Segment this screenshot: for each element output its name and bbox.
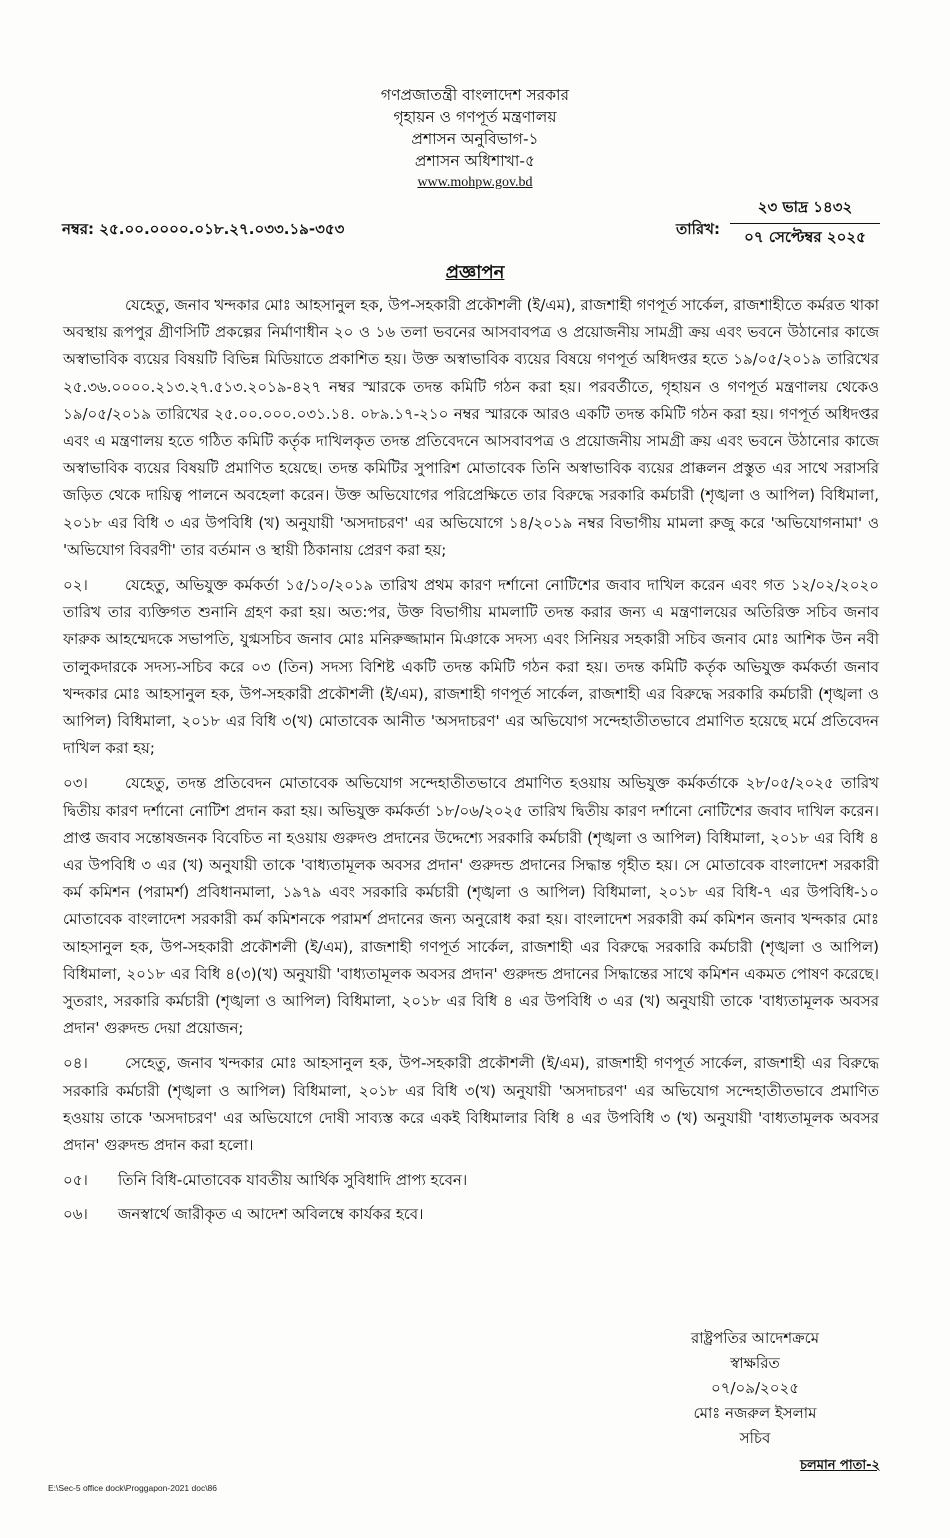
paragraph-number: ০২।: [63, 576, 88, 595]
letterhead: [0, 84, 950, 194]
date-divider: [730, 223, 880, 224]
division-name: প্রশাসন অনুবিভাগ-১: [411, 130, 539, 148]
date-english: ০৭ সেপ্টেম্বর ২০২৫: [744, 228, 866, 246]
paragraph-text: যেহেতু, অভিযুক্ত কর্মকর্তা ১৫/১০/২০১৯ তারিখ প্রথম কারণ দর্শানো নোটিশের জবাব দাখিল করেন এবং গত ১২/০২/২০২০ তারিখ তার ব্যক্তিগত শুনানি গ্রহণ করা হয়। অত:পর, উক্ত বিভাগীয় মামলাটি তদন্ত করার জন্য এ মন্ত্রণালয়ের অতিরিক্ত সচিব জনাব ফারুক আহম্মেদকে সভাপতি, যুগ্মসচিব জনাব মোঃ মনিরুজ্জামান মিঞাকে সদস্য এবং সিনিয়র সহকারী সচিব জনাব মোঃ আশিক উন নবী তালুকদারকে সদস্য-সচিব করে ০৩ (তিন) সদস্য বিশিষ্ট একটি তদন্ত কমিটি গঠন করা হয়। তদন্ত কমিটি কর্তৃক অভিযুক্ত কর্মকর্তা জনাব খন্দকার মোঃ আহসানুল হক, উপ-সহকারী প্রকৌশলী (ই/এম), রাজশাহী গণপূর্ত সার্কেল, রাজশাহী এর বিরুদ্ধে সরকারি কর্মচারী (শৃঙ্খলা ও আপিল) বিধিমালা, ২০১৮ এর বিধি ৩(খ) মোতাবেক আনীত 'অসদাচরণ' এর অভিযোগ সন্দেহাতীতভাবে প্রমাণিত হয়েছে মর্মে প্রতিবেদন দাখিল করা হয়;: [63, 576, 879, 758]
signature-date: ০৭/০৯/২০২৫: [710, 1379, 800, 1397]
order-line: রাষ্ট্রপতির আদেশক্রমে: [690, 1329, 820, 1347]
paragraph-5: [63, 1167, 879, 1194]
paragraph-1: [63, 292, 879, 564]
paragraph-number: ০৩।: [63, 774, 88, 793]
file-path-footer: E:\Sec-5 office dock\Proggapon-2021 doc\86: [48, 1483, 218, 1493]
paragraph-number: ০৫।: [63, 1171, 88, 1190]
signed-label: স্বাক্ষরিত: [730, 1354, 780, 1372]
paragraph-text: জনস্বার্থে জারীকৃত এ আদেশ অবিলম্বে কার্যকর হবে।: [118, 1204, 424, 1223]
paragraph-2: [63, 572, 879, 762]
paragraph-text: তিনি বিধি-মোতাবেক যাবতীয় আর্থিক সুবিধাদি প্রাপ্য হবেন।: [118, 1171, 468, 1190]
paragraph-4: [63, 1050, 879, 1159]
section-name: প্রশাসন অধিশাখা-৫: [414, 152, 536, 170]
paragraph-text: যেহেতু, জনাব খন্দকার মোঃ আহসানুল হক, উপ-সহকারী প্রকৌশলী (ই/এম), রাজশাহী গণপূর্ত সার্কেল, রাজশাহীতে কর্মরত থাকা অবস্থায় রূপপুর গ্রীণসিটি প্রকল্পের নির্মাণাধীন ২০ ও ১৬ তলা ভবনের আসবাবপত্র ও প্রয়োজনীয় সামগ্রী ক্রয় এবং ভবনে উঠানোর কাজে অস্বাভাবিক ব্যয়ের বিষয়টি বিভিন্ন মিডিয়াতে প্রকাশিত হয়। উক্ত অস্বাভাবিক ব্যয়ের বিষয়ে গণপূর্ত অধিদপ্তর হতে ১৯/০৫/২০১৯ তারিখের ২৫.৩৬.০০০০.২১৩.২৭.৫১৩.২০১৯-৪২৭ নম্বর স্মারকে তদন্ত কমিটি গঠন করা হয়। পরবর্তীতে, গৃহায়ন ও গণপূর্ত মন্ত্রণালয় থেকেও ১৯/০৫/২০১৯ তারিখের ২৫.০০.০০০.০৩১.১৪. ০৮৯.১৭-২১০ নম্বর স্মারকে আরও একটি তদন্ত কমিটি গঠন করা হয়। গণপূর্ত অধিদপ্তর এবং এ মন্ত্রণালয় হতে গঠিত কমিটি কর্তৃক দাখিলকৃত তদন্ত প্রতিবেদনে আসবাবপত্র ও প্রয়োজনীয় সামগ্রী ক্রয় এবং ভবনে উঠানোর কাজে অস্বাভাবিক ব্যয়ের বিষয়টি প্রমাণিত হয়েছে। তদন্ত কমিটির সুপারিশ মোতাবেক তিনি অস্বাভাবিক ব্যয়ের প্রাক্কলন প্রস্তুত এর সাথে সরাসরি জড়িত থেকে দায়িত্ব পালনে অবহেলা করেন। উক্ত অভিযোগের পরিপ্রেক্ষিতে তার বিরুদ্ধে সরকারি কর্মচারী (শৃঙ্খলা ও আপিল) বিধিমালা, ২০১৮ এর বিধি ৩ এর উপবিধি (খ) অনুযায়ী 'অসদাচরণ' এর অভিযোগে ১৪/২০১৯ নম্বর বিভাগীয় মামলা রুজু করে 'অভিযোগনামা' ও 'অভিযোগ বিবরণী' তার বর্তমান ও স্থায়ী ঠিকানায় প্রেরণ করা হয়;: [63, 296, 879, 559]
paragraph-6: [63, 1201, 879, 1228]
ministry-name: গৃহায়ন ও গণপূর্ত মন্ত্রণালয়: [393, 108, 557, 126]
signatory-designation: সচিব: [739, 1429, 771, 1447]
date-label: তারিখ:: [676, 220, 720, 238]
date-block: [730, 196, 880, 251]
document-title: প্রজ্ঞাপন: [445, 262, 505, 283]
paragraph-text: যেহেতু, তদন্ত প্রতিবেদন মোতাবেক অভিযোগ সন্দেহাতীতভাবে প্রমাণিত হওয়ায় অভিযুক্ত কর্মকর্তাকে ২৮/০৫/২০২৫ তারিখ দ্বিতীয় কারণ দর্শানো নোটিশ প্রদান করা হয়। অভিযুক্ত কর্মকর্তা ১৮/০৬/২০২৫ তারিখ দ্বিতীয় কারণ দর্শানো নোটিশের জবাব দাখিল করেন। প্রাপ্ত জবাব সন্তোষজনক বিবেচিত না হওয়ায় গুরুদণ্ড প্রদানের উদ্দেশ্যে সরকারি কর্মচারী (শৃঙ্খলা ও আপিল) বিধিমালা, ২০১৮ এর বিধি ৪ এর উপবিধি ৩ এর (খ) অনুযায়ী তাকে 'বাধ্যতামূলক অবসর প্রদান' গুরুদন্ড প্রদানের সিদ্ধান্ত গৃহীত হয়। সে মোতাবেক বাংলাদেশ সরকারী কর্ম কমিশন (পরামর্শ) প্রবিধানমালা, ১৯৭৯ এবং সরকারি কর্মচারী (শৃঙ্খলা ও আপিল) বিধিমালা, ২০১৮ এর বিধি-৭ এর উপবিধি-১০ মোতাবেক বাংলাদেশ সরকারী কর্ম কমিশনকে পরামর্শ প্রদানের জন্য অনুরোধ করা হয়। বাংলাদেশ সরকারী কর্ম কমিশন জনাব খন্দকার মোঃ আহসানুল হক, উপ-সহকারী প্রকৌশলী (ই/এম), রাজশাহী গণপূর্ত সার্কেল, রাজশাহী এর বিরুদ্ধে সরকারি কর্মচারী (শৃঙ্খলা ও আপিল) বিধিমালা, ২০১৮ এর বিধি ৪(৩)(খ) অনুযায়ী 'বাধ্যতামূলক অবসর প্রদান' গুরুদন্ড প্রদানের সিদ্ধান্তের সাথে কমিশন একমত পোষণ করেছে। সুতরাং, সরকারি কর্মচারী (শৃঙ্খলা ও আপিল) বিধিমালা, ২০১৮ এর বিধি ৪ এর উপবিধি ৩ এর (খ) অনুযায়ী তাকে 'বাধ্যতামূলক অবসর প্রদান' গুরুদন্ড দেয়া প্রয়োজন;: [63, 774, 880, 1038]
paragraph-text: সেহেতু, জনাব খন্দকার মোঃ আহসানুল হক, উপ-সহকারী প্রকৌশলী (ই/এম), রাজশাহী গণপূর্ত সার্কেল, রাজশাহী এর বিরুদ্ধে সরকারি কর্মচারী (শৃঙ্খলা ও আপিল) বিধিমালা, ২০১৮ এর বিধি ৩(খ) অনুযায়ী 'অসদাচরণ' এর অভিযোগ সন্দেহাতীতভাবে প্রমাণিত হওয়ায় তাকে 'অসদাচরণ' এর অভিযোগে দোষী সাব্যস্ত করে একই বিধিমালার বিধি ৪ এর উপবিধি ৩ (খ) অনুযায়ী 'বাধ্যতামূলক অবসর প্রদান' গুরুদন্ড প্রদান করা হলো।: [63, 1054, 879, 1155]
signature-block: [640, 1326, 870, 1451]
date-bangla: ২৩ ভাদ্র ১৪৩২: [757, 198, 853, 216]
website-link[interactable]: www.mohpw.gov.bd: [417, 175, 533, 190]
government-name: গণপ্রজাতন্ত্রী বাংলাদেশ সরকার: [380, 86, 570, 104]
document-body: [63, 292, 879, 1234]
paragraph-number: ০৬।: [63, 1204, 88, 1223]
continued-page-note: চলমান পাতা-২: [800, 1458, 880, 1473]
paragraph-number: ০৪।: [63, 1054, 88, 1073]
signatory-name: মোঃ নজরুল ইসলাম: [693, 1404, 817, 1422]
memo-number: নম্বর: ২৫.০০.০০০০.০১৮.২৭.০৩৩.১৯-৩৫৩: [62, 220, 345, 238]
paragraph-3: [63, 770, 879, 1042]
